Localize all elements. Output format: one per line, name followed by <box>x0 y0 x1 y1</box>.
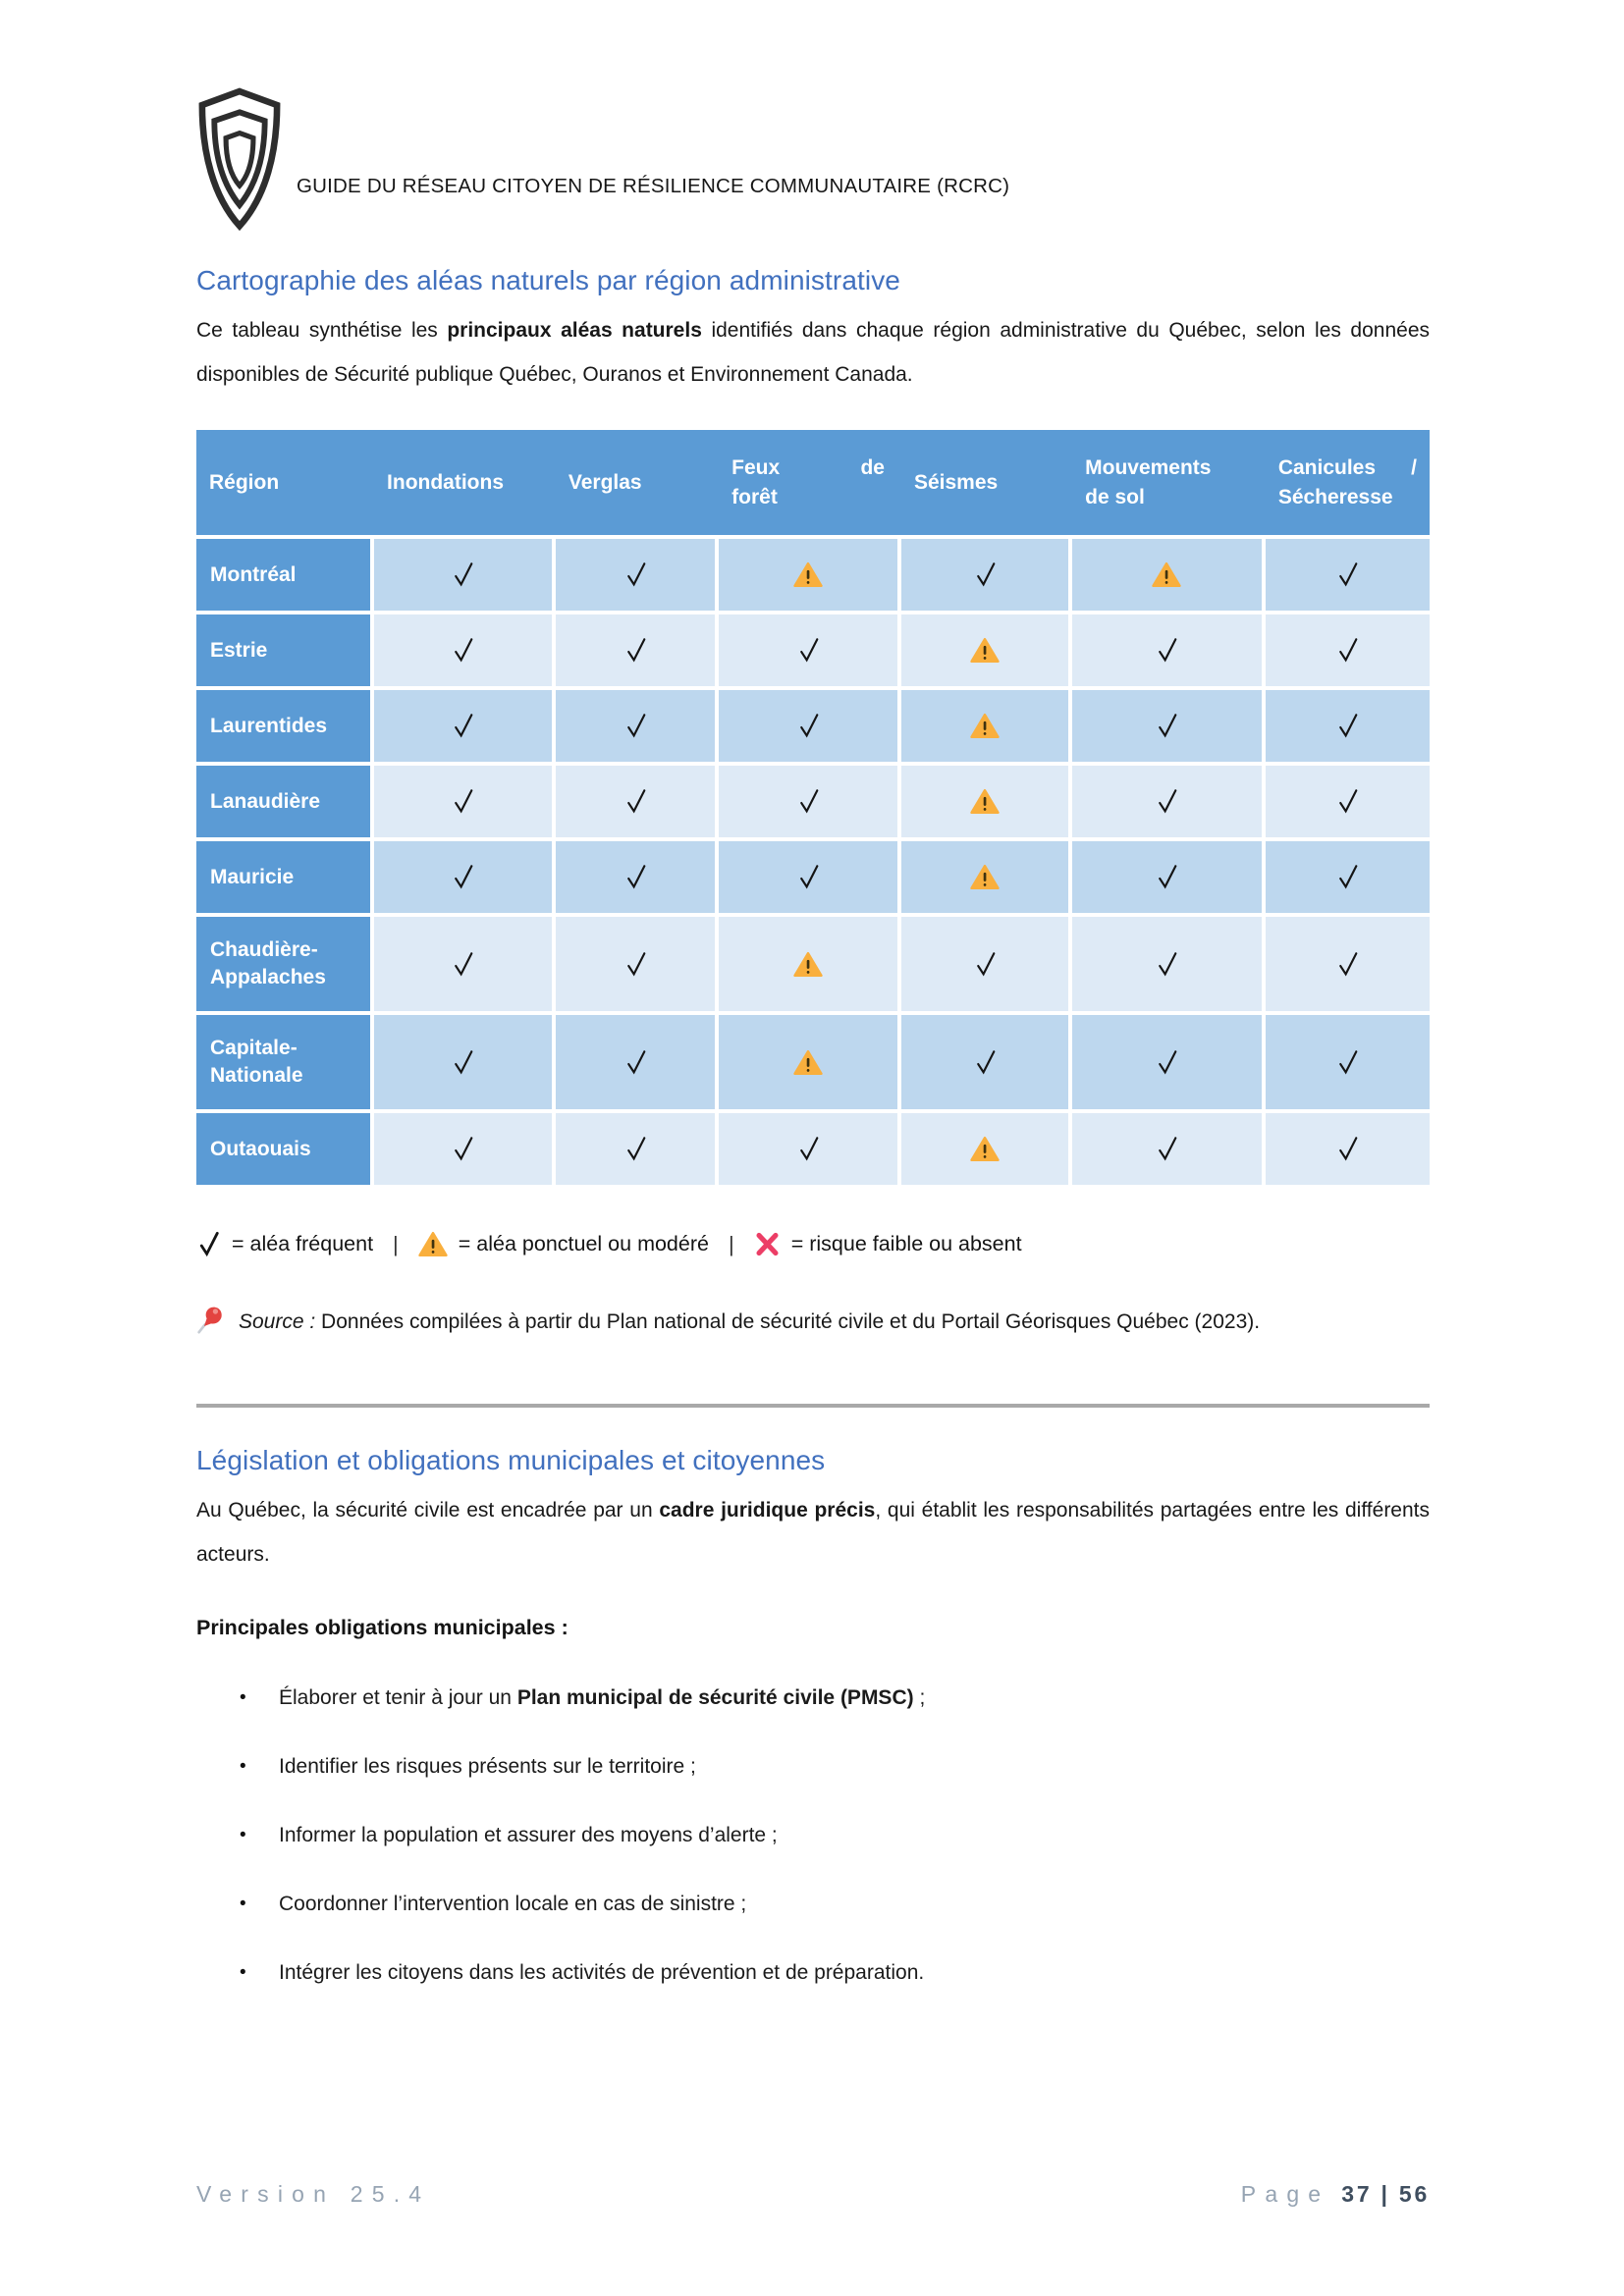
warning-icon <box>970 788 1000 815</box>
check-icon <box>623 1048 648 1077</box>
check-icon <box>623 950 648 979</box>
obligations-subheading: Principales obligations municipales : <box>196 1616 568 1639</box>
column-header-1 <box>374 430 552 535</box>
bullet-marker: • <box>240 1687 246 1708</box>
column-header-6 <box>1266 430 1430 535</box>
check-icon <box>1155 787 1179 816</box>
hazard-cell <box>556 917 715 1011</box>
hazard-cell <box>1072 539 1262 611</box>
table-row <box>196 690 1430 762</box>
warning-icon <box>1152 561 1181 588</box>
hazard-cell <box>556 539 715 611</box>
legend-text: = risque faible ou absent <box>790 1232 1022 1255</box>
region-cell: Laurentides <box>196 690 370 762</box>
table-row <box>196 539 1430 611</box>
check-icon <box>196 1230 221 1258</box>
hazard-cell <box>374 917 552 1011</box>
hazard-cell <box>1072 690 1262 762</box>
check-icon <box>1335 1135 1360 1163</box>
check-icon <box>623 1135 648 1163</box>
hazard-cell <box>901 1113 1068 1185</box>
text-run: ; <box>913 1686 926 1709</box>
hazard-cell <box>374 841 552 913</box>
check-icon <box>1335 863 1360 891</box>
hazard-cell <box>1266 841 1430 913</box>
hazard-cell <box>1072 766 1262 837</box>
hazard-legend <box>196 1230 1430 1258</box>
page-indicator <box>1241 2181 1430 2208</box>
warning-icon <box>793 951 823 978</box>
section-divider <box>196 1404 1430 1408</box>
hazard-cell <box>374 1113 552 1185</box>
hazard-cell <box>1072 614 1262 686</box>
check-icon <box>1335 712 1360 740</box>
hazard-cell <box>1072 1015 1262 1109</box>
text-run: Informer la population et assurer des moyens d’alerte ; <box>279 1824 778 1846</box>
legend-separator: | <box>393 1231 399 1256</box>
text-run: Ce tableau synthétise les <box>196 319 448 342</box>
text-run: Intégrer les citoyens dans les activités de prévention et de préparation. <box>279 1961 925 1984</box>
obligation-text <box>279 1958 1430 1988</box>
source-text <box>239 1310 1260 1333</box>
hazard-cell <box>719 1015 897 1109</box>
table-row <box>196 766 1430 837</box>
column-header-3 <box>719 430 897 535</box>
hazard-cell <box>901 539 1068 611</box>
hazard-cell <box>719 766 897 837</box>
warning-icon <box>793 561 823 588</box>
text-run: Coordonner l’intervention locale en cas de sinistre ; <box>279 1893 747 1915</box>
obligation-text <box>279 1683 1430 1713</box>
text-run: Élaborer et tenir à jour un <box>279 1686 517 1709</box>
text-run: Identifier les risques présents sur le territoire ; <box>279 1755 696 1778</box>
hazard-cell <box>556 614 715 686</box>
check-icon <box>1335 561 1360 589</box>
column-header-label: Mouvements de sol <box>1085 455 1212 508</box>
obligation-item <box>196 1752 1430 1782</box>
rcrc-shield-logo <box>196 86 283 232</box>
text-run: Source : <box>239 1310 322 1333</box>
hazard-cell <box>1266 1113 1430 1185</box>
section-heading-legislation: Législation et obligations municipales et citoyennes <box>196 1445 826 1475</box>
hazard-cell <box>719 917 897 1011</box>
warning-icon <box>970 1136 1000 1162</box>
hazard-cell <box>374 690 552 762</box>
bullet-marker: • <box>240 1962 246 1983</box>
hazard-table <box>196 430 1430 1185</box>
obligation-text <box>279 1752 1430 1782</box>
section-heading-hazard-map: Cartographie des aléas naturels par région administrative <box>196 265 900 295</box>
warning-icon <box>970 864 1000 890</box>
column-header-label: Région <box>209 470 280 494</box>
text-run: cadre juridique précis <box>659 1499 876 1522</box>
bullet-marker: • <box>240 1756 246 1777</box>
check-icon <box>1335 787 1360 816</box>
warning-icon <box>970 713 1000 739</box>
obligation-item <box>196 1821 1430 1850</box>
hazard-cell <box>901 841 1068 913</box>
obligation-item <box>196 1683 1430 1713</box>
hazard-cell <box>1266 1015 1430 1109</box>
check-icon <box>623 561 648 589</box>
region-cell: Lanaudière <box>196 766 370 837</box>
document-header <box>196 86 1430 232</box>
text-run: Données compilées à partir du Plan national de sécurité civile et du Portail Géorisques Québec (2023). <box>321 1310 1261 1333</box>
hazard-map-intro <box>196 308 1430 397</box>
hazard-cell <box>1266 614 1430 686</box>
check-icon <box>1335 1048 1360 1077</box>
hazard-cell <box>719 841 897 913</box>
check-icon <box>451 950 475 979</box>
column-header-label: Séismes <box>913 470 999 494</box>
legend-item <box>196 1230 373 1258</box>
check-icon <box>973 1048 998 1077</box>
hazard-cell <box>719 614 897 686</box>
table-row <box>196 841 1430 913</box>
check-icon <box>1155 712 1179 740</box>
hazard-cell <box>1266 690 1430 762</box>
check-icon <box>623 712 648 740</box>
check-icon <box>973 561 998 589</box>
check-icon <box>451 863 475 891</box>
cross-icon <box>754 1231 781 1257</box>
legend-separator: | <box>728 1231 734 1256</box>
hazard-cell <box>719 539 897 611</box>
obligation-text <box>279 1890 1430 1919</box>
obligation-item <box>196 1958 1430 1988</box>
column-header-label: Feux de forêt <box>731 455 885 508</box>
table-row <box>196 614 1430 686</box>
check-icon <box>451 561 475 589</box>
warning-icon <box>970 637 1000 664</box>
hazard-cell <box>1072 917 1262 1011</box>
hazard-cell <box>374 1015 552 1109</box>
obligations-list <box>196 1683 1430 2027</box>
hazard-cell <box>556 1113 715 1185</box>
check-icon <box>1335 950 1360 979</box>
check-icon <box>1155 1048 1179 1077</box>
hazard-cell <box>1072 1113 1262 1185</box>
check-icon <box>796 712 821 740</box>
bullet-marker: • <box>240 1825 246 1845</box>
column-header-5 <box>1072 430 1262 535</box>
region-cell: Estrie <box>196 614 370 686</box>
hazard-cell <box>556 841 715 913</box>
check-icon <box>451 712 475 740</box>
warning-icon <box>793 1049 823 1076</box>
check-icon <box>451 787 475 816</box>
region-cell: Capitale-Nationale <box>196 1015 370 1109</box>
region-cell: Montréal <box>196 539 370 611</box>
check-icon <box>451 1048 475 1077</box>
check-icon <box>1155 636 1179 665</box>
hazard-cell <box>1266 917 1430 1011</box>
hazard-cell <box>1072 841 1262 913</box>
column-header-2 <box>556 430 715 535</box>
hazard-cell <box>719 690 897 762</box>
obligation-text <box>279 1821 1430 1850</box>
hazard-cell <box>374 539 552 611</box>
check-icon <box>623 787 648 816</box>
document-title: GUIDE DU RÉSEAU CITOYEN DE RÉSILIENCE COMMUNAUTAIRE (RCRC) <box>297 175 1010 197</box>
legislation-intro <box>196 1488 1430 1576</box>
hazard-cell <box>1266 766 1430 837</box>
hazard-cell <box>901 690 1068 762</box>
page-footer <box>196 2181 1430 2233</box>
check-icon <box>623 863 648 891</box>
hazard-cell <box>1266 539 1430 611</box>
hazard-cell <box>901 917 1068 1011</box>
hazard-cell <box>374 614 552 686</box>
hazard-cell <box>556 1015 715 1109</box>
hazard-cell <box>719 1113 897 1185</box>
warning-icon <box>418 1231 448 1257</box>
hazard-table-header-row <box>196 430 1430 535</box>
legend-text: = aléa fréquent <box>232 1232 374 1255</box>
check-icon <box>623 636 648 665</box>
version-label: Version 25.4 <box>196 2181 431 2207</box>
check-icon <box>1155 863 1179 891</box>
region-cell: Chaudière-Appalaches <box>196 917 370 1011</box>
check-icon <box>973 950 998 979</box>
hazard-cell <box>556 690 715 762</box>
legend-item <box>418 1231 709 1257</box>
hazard-cell <box>556 766 715 837</box>
page-label: Page <box>1240 2181 1330 2207</box>
text-run: , qui établit les responsabilités partagées entre les différents acteurs. <box>196 1499 1430 1566</box>
obligation-item <box>196 1890 1430 1919</box>
bullet-marker: • <box>240 1894 246 1914</box>
table-row <box>196 917 1430 1011</box>
column-header-label: Canicules / Sécheresse <box>1277 455 1417 508</box>
pushpin-icon <box>196 1304 226 1335</box>
check-icon <box>796 1135 821 1163</box>
hazard-cell <box>901 614 1068 686</box>
check-icon <box>1155 1135 1179 1163</box>
table-row <box>196 1015 1430 1109</box>
column-header-label: Verglas <box>568 470 642 494</box>
check-icon <box>451 1135 475 1163</box>
table-row <box>196 1113 1430 1185</box>
text-run: Plan municipal de sécurité civile (PMSC) <box>516 1686 914 1709</box>
check-icon <box>796 787 821 816</box>
hazard-cell <box>901 1015 1068 1109</box>
hazard-cell <box>901 766 1068 837</box>
region-cell: Mauricie <box>196 841 370 913</box>
check-icon <box>1155 950 1179 979</box>
check-icon <box>796 636 821 665</box>
text-run: principaux aléas naturels <box>447 319 702 342</box>
hazard-table-body <box>196 539 1430 1185</box>
text-run: Au Québec, la sécurité civile est encadrée par un <box>196 1499 660 1522</box>
source-note <box>196 1300 1430 1345</box>
hazard-cell <box>374 766 552 837</box>
column-header-4 <box>901 430 1068 535</box>
page-number: 37 | 56 <box>1341 2181 1430 2207</box>
legend-item <box>754 1231 1022 1257</box>
column-header-label: Inondations <box>387 470 505 494</box>
legend-text: = aléa ponctuel ou modéré <box>458 1232 709 1255</box>
check-icon <box>1335 636 1360 665</box>
region-cell: Outaouais <box>196 1113 370 1185</box>
check-icon <box>451 636 475 665</box>
column-header-0 <box>196 430 370 535</box>
check-icon <box>796 863 821 891</box>
text-run: identifiés dans chaque région administrative du Québec, selon les données disponibles de Sécurité publique Québec, Ouranos et Environnement Canada. <box>196 319 1430 386</box>
